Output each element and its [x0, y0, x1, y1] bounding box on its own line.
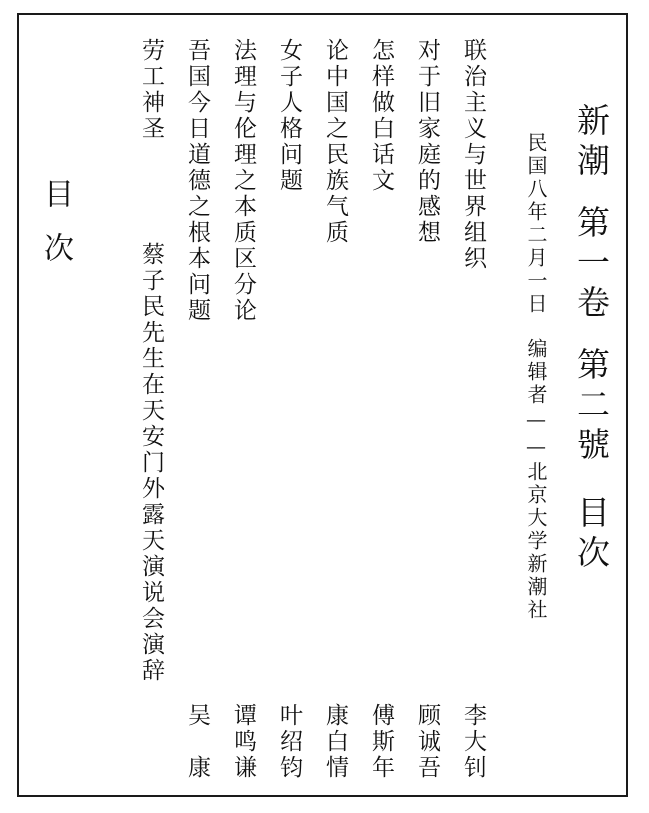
article-author: 蔡子民先生在天安门外露天演说会演辞 — [138, 242, 164, 684]
article-author: 谭鸣谦 — [230, 703, 256, 781]
article-title: 吾国今日道德之根本问题 — [184, 38, 210, 324]
article-title: 女子人格问题 — [276, 38, 302, 194]
journal-title — [572, 103, 611, 575]
article-author: 吴 康 — [184, 703, 210, 781]
journal-name: 新潮 — [572, 103, 611, 183]
volume-label: 第一卷 — [572, 205, 611, 325]
article-title: 论中国之民族气质 — [322, 38, 348, 246]
article-title: 怎样做白话文 — [368, 38, 394, 194]
issue-label: 第二號 — [572, 347, 611, 467]
article-author: 傅斯年 — [368, 703, 394, 781]
article-author: 李大钊 — [460, 703, 486, 781]
section-label: 目次 — [38, 178, 73, 286]
article-title: 联治主义与世界组织 — [460, 38, 486, 272]
contents-label: 目次 — [572, 495, 611, 575]
article-author: 康白情 — [322, 703, 348, 781]
article-title: 法理与伦理之本质区分论 — [230, 38, 256, 324]
article-author: 叶绍钧 — [276, 703, 302, 781]
article-author: 顾诚吾 — [414, 703, 440, 781]
article-title: 劳工神圣 — [138, 38, 164, 142]
article-title: 对于旧家庭的感想 — [414, 38, 440, 246]
editor-line: 编辑者——北京大学新潮社 — [524, 338, 548, 622]
publication-date: 民国八年二月一日 — [524, 132, 548, 316]
publication-info — [526, 132, 546, 622]
